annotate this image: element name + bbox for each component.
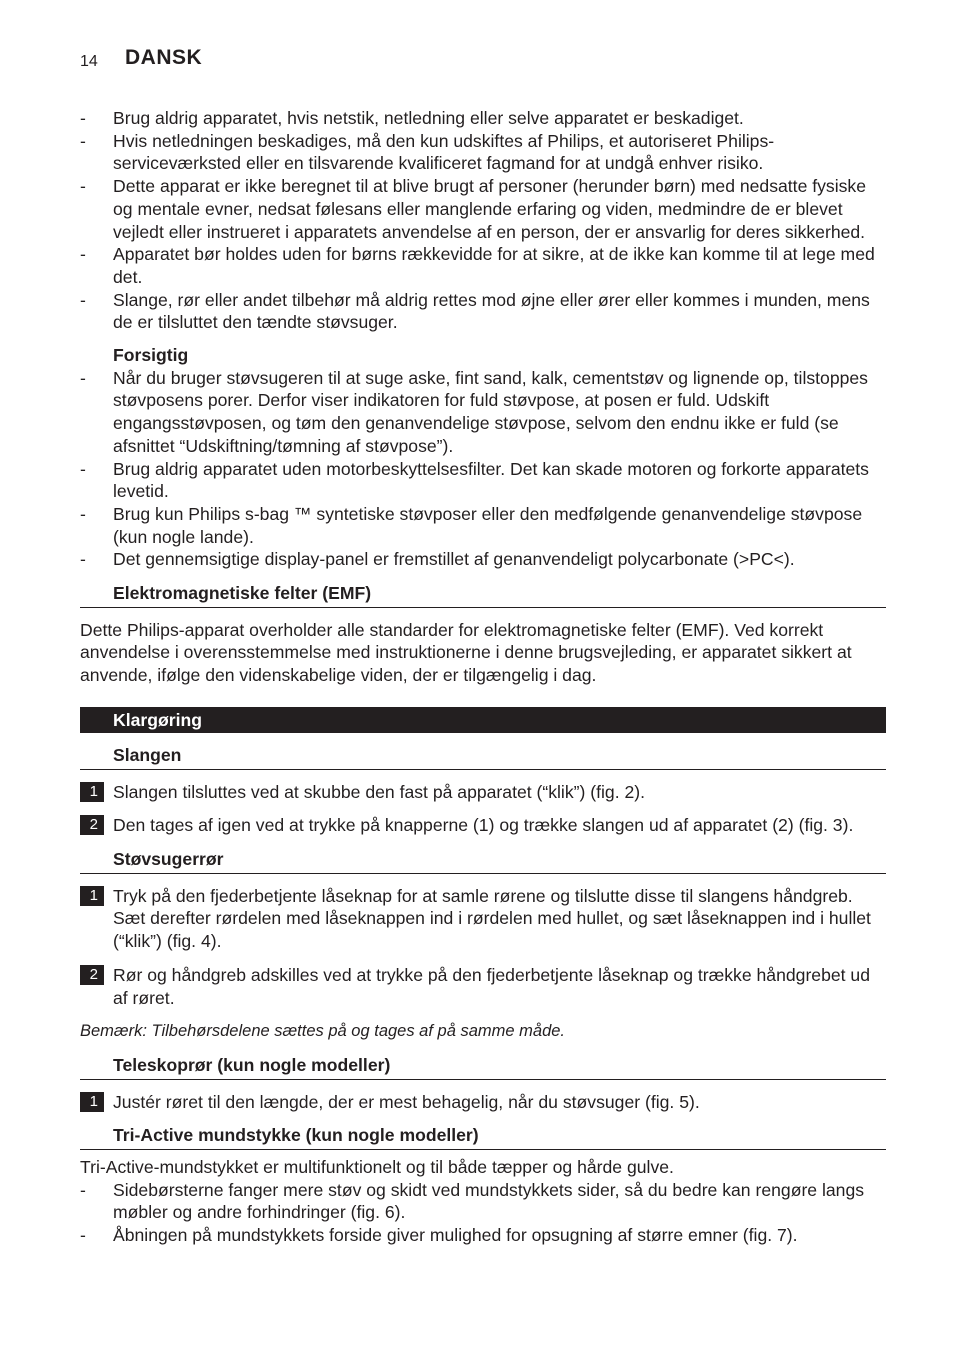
bullet-dash: - [80,176,86,197]
bullet-dash: - [80,244,86,265]
bullet-dash: - [80,289,86,310]
bullet-dash: - [80,1179,86,1200]
warning-list [80,107,886,334]
list-item: - Brug kun Philips s-bag ™ syntetiske støvposer eller den medfølgende genanvendelige støvpose (kun nogle lande). [80,503,863,547]
step-item: 2 Den tages af igen ved at trykke på knapperne (1) og trække slangen ud af apparatet (2) (fig. 3). [80,814,886,837]
telescopic-heading: Teleskoprør (kun nogle modeller) [80,1054,886,1080]
caution-heading: Forsigtig [113,345,189,366]
step-number: 2 [80,965,104,985]
language-label: DANSK [125,46,203,69]
hose-heading: Slangen [80,744,886,770]
bullet-dash: - [80,130,86,151]
triactive-heading: Tri-Active mundstykke (kun nogle modeller) [80,1124,886,1150]
bullet-dash: - [80,367,86,388]
emf-paragraph: Dette Philips-apparat overholder alle standarder for elektromagnetiske felter (EMF). Ved korrekt anvendelse i overensstemmelse med instruktionerne i denne brugsvejleding, er apparatet sikkert at anvende, ifølge den videnskabelige viden, der er tilgængelig i dag. [80,619,852,686]
list-item: - Brug aldrig apparatet uden motorbeskyttelsesfilter. Det kan skade motoren og forkorte apparatets levetid. [80,458,869,502]
list-item: - Hvis netledningen beskadiges, må den kun udskiftes af Philips, et autoriseret Philips-serviceværksted eller en tilsvarende kvalificeret fagmand for at undgå enhver risiko. [80,130,775,174]
step-item: 1 Tryk på den fjederbetjente låseknap for at samle rørene og tilslutte disse til slangens håndgreb. Sæt derefter rørdelen med låseknappen ind i rørdelen med hullet, og sæt låseknappen ind i hullet (“klik”) (fig. 4). [80,885,886,953]
step-number: 1 [80,1092,104,1112]
step-number: 1 [80,782,104,802]
triactive-intro: Tri-Active-mundstykket er multifunktionelt og til både tæpper og hårde gulve. [80,1157,674,1178]
list-item: - Når du bruger støvsugeren til at suge aske, fint sand, kalk, cementstøv og lignende op, tilstoppes støvposens porer. Derfor viser indikatoren for fuld støvpose, at posen er fuld. Udskift engangsstøvposen, og tøm den genanvendelige støvpose, selvom den endnu ikke er fuld (se afsnittet “Udskiftning/tømning af støvpose”). [80,367,868,456]
bullet-dash: - [80,108,86,128]
list-item: - Sidebørsterne fanger mere støv og skidt ved mundstykkets sider, så du bedre kan rengøre langs møbler og andre forhindringer (fig. 6). [80,1179,865,1223]
list-item: - Brug aldrig apparatet, hvis netstik, netledning eller selve apparatet er beskadiget. [80,108,744,128]
bullet-dash: - [80,503,86,524]
bullet-dash: - [80,549,86,570]
bullet-dash: - [80,458,86,479]
page-content [80,107,886,1247]
step-number: 2 [80,815,104,835]
caution-list [80,367,886,571]
step-item: 1 Slangen tilsluttes ved at skubbe den fast på apparatet (“klik”) (fig. 2). [80,781,886,804]
list-item: - Apparatet bør holdes uden for børns rækkevidde for at sikre, at de ikke kan komme til at lege med det. [80,244,875,287]
emf-heading: Elektromagnetiske felter (EMF) [80,582,886,608]
page-number: 14 [80,53,98,70]
note-text: Bemærk: Tilbehørsdelene sættes på og tages af på samme måde. [80,1022,566,1041]
list-item: - Det gennemsigtige display-panel er fremstillet af genanvendeligt polycarbonate (>PC<). [80,549,795,570]
step-number: 1 [80,886,104,906]
step-item: 1 Justér røret til den længde, der er mest behagelig, når du støvsuger (fig. 5). [80,1091,886,1114]
prep-section-band: Klargøring [80,707,886,733]
bullet-dash: - [80,1225,86,1246]
tube-heading: Støvsugerrør [80,848,886,874]
list-item: - Dette apparat er ikke beregnet til at blive brugt af personer (herunder børn) med nedsatte fysiske og mentale evner, nedsat følesans eller manglende erfaring og viden, medmindre de er blevet vejledt eller instrueret i apparatets anvendelse af en person, der er ansvarlig for deres sikkerhed. [80,176,867,242]
step-item: 2 Rør og håndgreb adskilles ved at trykke på den fjederbetjente låseknap og trække håndgrebet ud af røret. [80,964,886,1009]
list-item: - Slange, rør eller andet tilbehør må aldrig rettes mod øjne eller ører eller kommes i munden, mens de er tilsluttet den tændte støvsuger. [80,289,870,333]
list-item: - Åbningen på mundstykkets forside giver mulighed for opsugning af større emner (fig. 7). [80,1225,798,1246]
